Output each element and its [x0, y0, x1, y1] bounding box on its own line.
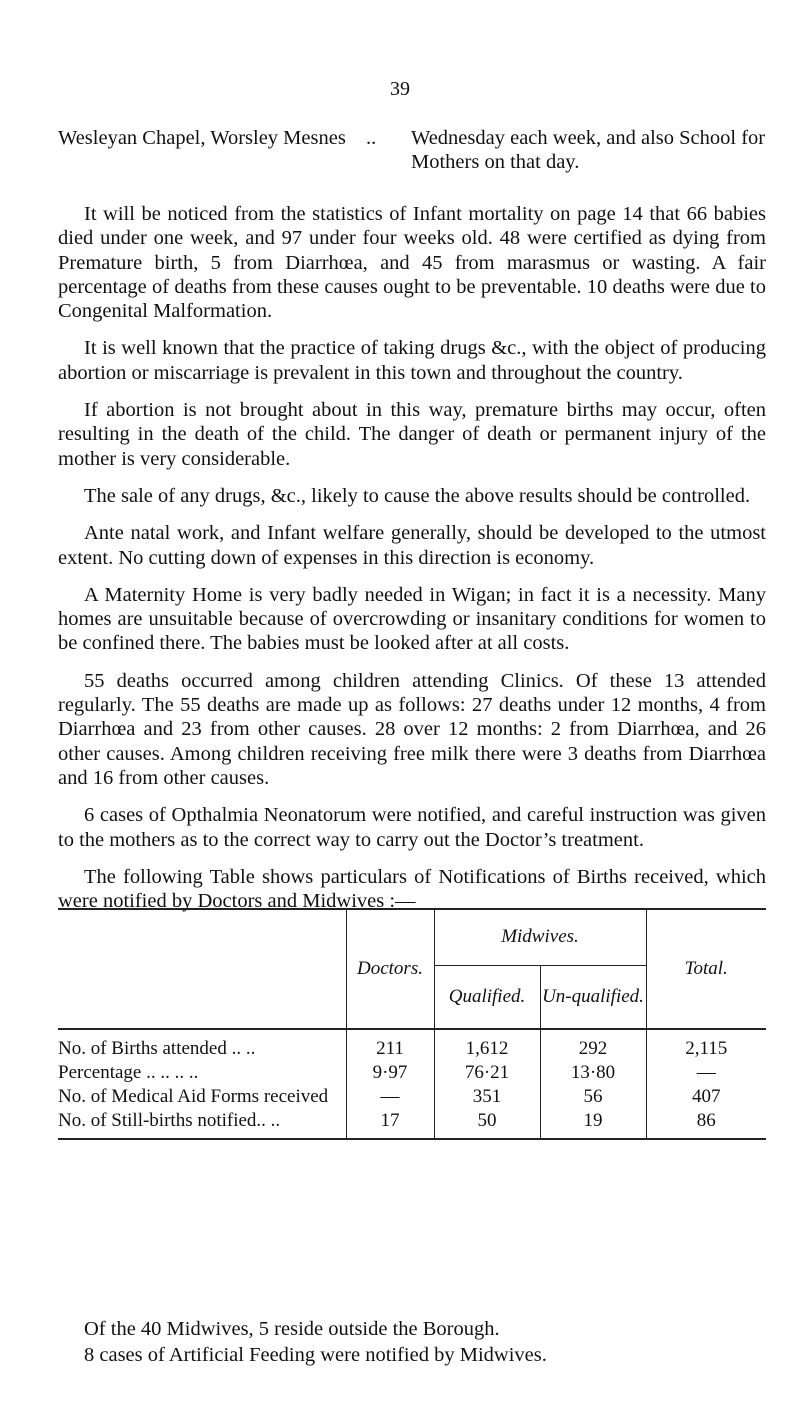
leader-dots: .. — [366, 127, 377, 149]
report-body — [58, 202, 766, 913]
cell-total: 2,115 — [685, 1037, 728, 1059]
row-label: Percentage .. .. .. .. — [58, 1061, 346, 1085]
paragraph-drug-sale: The sale of any drugs, &c., likely to cause the above results should be controlled. — [84, 484, 751, 507]
table-row — [58, 1029, 766, 1061]
table-row — [58, 1085, 766, 1109]
clinic-place: Wesleyan Chapel, Worsley Mesnes — [58, 127, 346, 149]
cell-doctors: — — [346, 1085, 434, 1109]
table-row — [58, 1061, 766, 1085]
cell-total: — — [696, 1062, 716, 1083]
footer-line-feeding: 8 cases of Artificial Feeding were notified by Midwives. — [84, 1344, 547, 1366]
row-label: No. of Births attended .. .. — [58, 1029, 346, 1061]
paragraph-abortion-drugs: It is well known that the practice of taking drugs &c., with the object of producing abortion or miscarriage is prevalent in this town and throughout the country. — [58, 337, 766, 384]
cell-doctors: 211 — [346, 1029, 434, 1061]
page-number: 39 — [390, 78, 410, 100]
paragraph-premature-births: If abortion is not brought about in this way, premature births may occur, often resulting in the death of the child. The danger of death or permanent injury of the mother is very considerable. — [58, 399, 766, 470]
cell-qualified: 1,612 — [434, 1029, 540, 1061]
cell-doctors: 17 — [346, 1109, 434, 1139]
cell-unqualified: 292 — [540, 1029, 646, 1061]
paragraph-clinic-deaths: 55 deaths occurred among children attending Clinics. Of these 13 attended regularly. The 55 deaths are made up as follows: 27 deaths under 12 months, 4 from Diarrhœa and 23 from other causes. 28 over 12 months: 2 from Diarrhœa, and 26 other causes. Among children receiving free milk there were 3 deaths from Diarrhœa and 16 from other causes. — [58, 669, 766, 789]
paragraph-ante-natal: Ante natal work, and Infant welfare generally, should be developed to the utmost extent. No cutting down of expenses in this direction is economy. — [58, 522, 766, 569]
notifications-table — [58, 908, 766, 1140]
cell-total: 407 — [692, 1086, 721, 1107]
paragraph-infant-mortality: It will be noticed from the statistics of Infant mortality on page 14 that 66 babies died under one week, and 97 under four weeks old. 48 were certified as dying from Premature birth, 5 from Diarrhœa, and 45 from marasmus or wasting. A fair percentage of deaths from these causes ought to be preventable. 10 deaths were due to Congenital Malformation. — [58, 203, 766, 323]
header-blank — [58, 909, 346, 1029]
clinic-schedule: Wednesday each week, and also School for Mothers on that day. — [411, 127, 766, 173]
cell-unqualified: 56 — [540, 1085, 646, 1109]
cell-qualified: 351 — [434, 1085, 540, 1109]
cell-qualified: 50 — [434, 1109, 540, 1139]
row-label: No. of Still-births notified.. .. — [58, 1109, 346, 1139]
paragraph-opthalmia: 6 cases of Opthalmia Neonatorum were notified, and careful instruction was given to the mothers as to the correct way to carry out the Doctor’s treatment. — [58, 804, 766, 851]
paragraph-maternity-home: A Maternity Home is very badly needed in Wigan; in fact it is a necessity. Many homes are unsuitable because of overcrowding or insanitary conditions for women to be confined there. The babies must be looked after at all costs. — [58, 583, 766, 655]
footer-notes — [58, 1316, 766, 1368]
footer-line-midwives: Of the 40 Midwives, 5 reside outside the Borough. — [84, 1318, 500, 1340]
header-doctors: Doctors. — [346, 909, 434, 1029]
paragraph-table-intro: The following Table shows particulars of Notifications of Births received, which were notified by Doctors and Midwives :— — [58, 865, 766, 913]
cell-total: 86 — [696, 1109, 716, 1131]
cell-unqualified: 19 — [540, 1109, 646, 1139]
header-total: Total. — [684, 958, 728, 979]
cell-unqualified: 13·80 — [540, 1061, 646, 1085]
cell-doctors: 9·97 — [346, 1061, 434, 1085]
header-unqualified: Un-qualified. — [540, 965, 646, 1029]
header-midwives: Midwives. — [434, 909, 646, 965]
header-qualified: Qualified. — [434, 965, 540, 1029]
table-row — [58, 1109, 766, 1139]
row-label: No. of Medical Aid Forms received — [58, 1085, 346, 1109]
cell-qualified: 76·21 — [434, 1061, 540, 1085]
